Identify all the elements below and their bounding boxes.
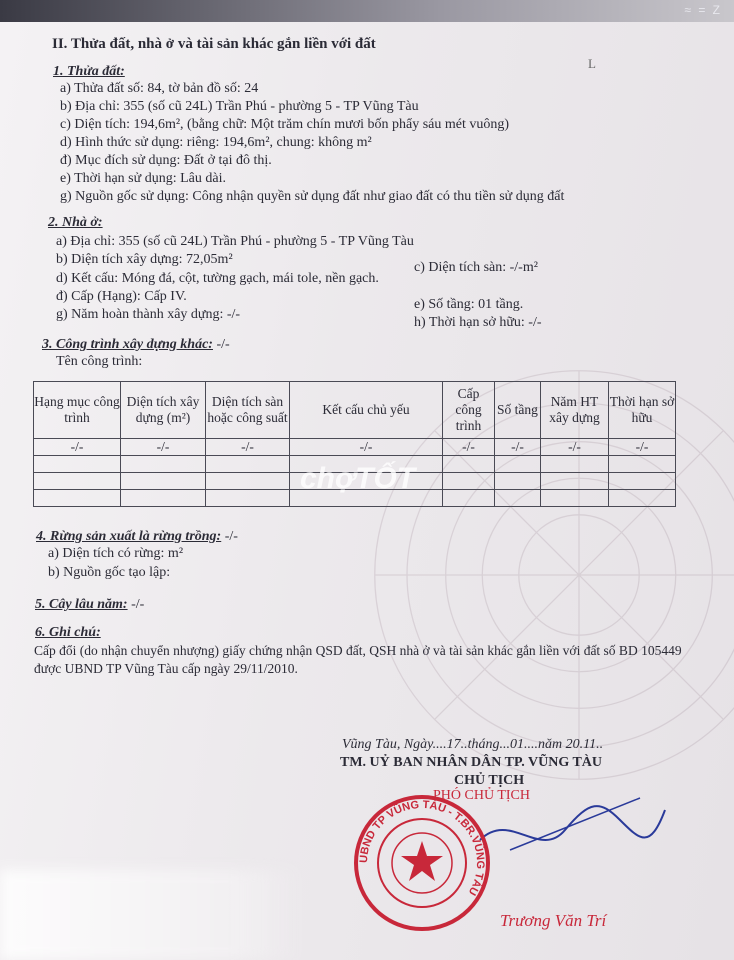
vice-chair-title: PHÓ CHỦ TỊCH: [433, 788, 530, 803]
land-area: c) Diện tích: 194,6m², (bằng chữ: Một trăm chín mươi bốn phẩy sáu mét vuông): [60, 117, 510, 132]
forest-origin: b) Nguồn gốc tạo lập:: [48, 565, 171, 580]
table-cell: -/-: [290, 439, 443, 456]
perennial-heading-line: [35, 597, 144, 613]
section-title: II. Thửa đất, nhà ở và tài sản khác gắn liền với đất: [52, 36, 376, 52]
house-heading: 2. Nhà ở:: [48, 215, 103, 230]
house-structure: d) Kết cấu: Móng đá, cột, tường gạch, mái tole, nền gạch.: [56, 271, 379, 286]
col-header: Hạng mục công trình: [34, 382, 121, 439]
house-floor-area: c) Diện tích sàn: -/-m²: [414, 260, 538, 275]
handwritten-signature: [470, 790, 670, 870]
perennial-heading: 5. Cây lâu năm:: [35, 597, 128, 612]
perennial-heading-value: -/-: [131, 597, 145, 612]
col-header: Thời hạn sở hữu: [609, 382, 676, 439]
issue-date: Vũng Tàu, Ngày....17..tháng...01....năm 20.11..: [342, 737, 604, 752]
issuing-authority: TM. UỶ BAN NHÂN DÂN TP. VŨNG TÀU: [340, 755, 603, 770]
marketplace-watermark: chợTỐT: [300, 462, 416, 495]
signer-name: Trương Văn Trí: [500, 911, 607, 930]
construction-name-label: Tên công trình:: [56, 354, 143, 369]
table-cell: -/-: [443, 439, 495, 456]
col-header: Diện tích sàn hoặc công suất: [206, 382, 290, 439]
seal-text: UBND TP VŨNG TÀU - T.BR.VŨNG TÀU: [357, 798, 487, 898]
other-heading-value: -/-: [216, 337, 230, 352]
notes-heading: 6. Ghi chú:: [35, 625, 101, 640]
top-edge-bar: [0, 0, 734, 22]
notes-line-2: được UBND TP Vũng Tàu cấp ngày 29/11/2010.: [34, 661, 298, 676]
col-header: Năm HT xây dựng: [541, 382, 609, 439]
chair-title: CHỦ TỊCH: [454, 773, 525, 788]
notes-line-1: Cấp đổi (do nhận chuyển nhượng) giấy chứng nhận QSD đất, QSH nhà ở và tài sản khác gắn liền với đất số BD 105449: [34, 643, 682, 658]
table-cell: -/-: [541, 439, 609, 456]
forest-heading-value: -/-: [224, 529, 238, 544]
house-completion-year: g) Năm hoàn thành xây dựng: -/-: [56, 307, 241, 322]
header-mark: ≈ = Z: [684, 3, 722, 17]
blurred-corner: [0, 870, 300, 960]
table-header-row: [34, 382, 676, 439]
house-ownership-term: h) Thời hạn sở hữu: -/-: [414, 315, 542, 330]
col-header: Cấp công trình: [443, 382, 495, 439]
land-purpose: đ) Mục đích sử dụng: Đất ở tại đô thị.: [60, 153, 272, 168]
table-cell: -/-: [121, 439, 206, 456]
land-address: b) Địa chỉ: 355 (số cũ 24L) Trần Phú - phường 5 - TP Vũng Tàu: [60, 99, 419, 114]
land-origin: g) Nguồn gốc sử dụng: Công nhận quyền sử dụng đất như giao đất có thu tiền sử dụng đất: [60, 189, 565, 204]
house-built-area: b) Diện tích xây dựng: 72,05m²: [56, 252, 233, 267]
land-term: e) Thời hạn sử dụng: Lâu dài.: [60, 171, 226, 186]
land-heading: 1. Thửa đất:: [53, 64, 125, 79]
official-red-seal: [352, 793, 492, 933]
corner-mark: L: [588, 56, 596, 71]
land-usage-form: d) Hình thức sử dụng: riêng: 194,6m², chung: không m²: [60, 135, 372, 150]
house-address: a) Địa chỉ: 355 (số cũ 24L) Trần Phú - phường 5 - TP Vũng Tàu: [56, 234, 414, 249]
table-cell: -/-: [34, 439, 121, 456]
col-header: Kết cấu chủ yếu: [290, 382, 443, 439]
table-row: [34, 439, 676, 456]
col-header: Số tầng: [495, 382, 541, 439]
forest-heading: 4. Rừng sản xuất là rừng trồng:: [36, 529, 222, 544]
other-heading: 3. Công trình xây dựng khác:: [42, 337, 213, 352]
col-header: Diện tích xây dựng (m²): [121, 382, 206, 439]
house-floors: e) Số tầng: 01 tầng.: [414, 297, 524, 312]
table-cell: -/-: [609, 439, 676, 456]
table-cell: -/-: [495, 439, 541, 456]
house-grade: đ) Cấp (Hạng): Cấp IV.: [56, 289, 187, 304]
table-cell: -/-: [206, 439, 290, 456]
forest-heading-line: [36, 529, 238, 545]
forest-area: a) Diện tích có rừng: m²: [48, 546, 184, 561]
other-heading-line: [42, 337, 230, 353]
land-parcel: a) Thửa đất số: 84, tờ bản đồ số: 24: [60, 81, 259, 96]
